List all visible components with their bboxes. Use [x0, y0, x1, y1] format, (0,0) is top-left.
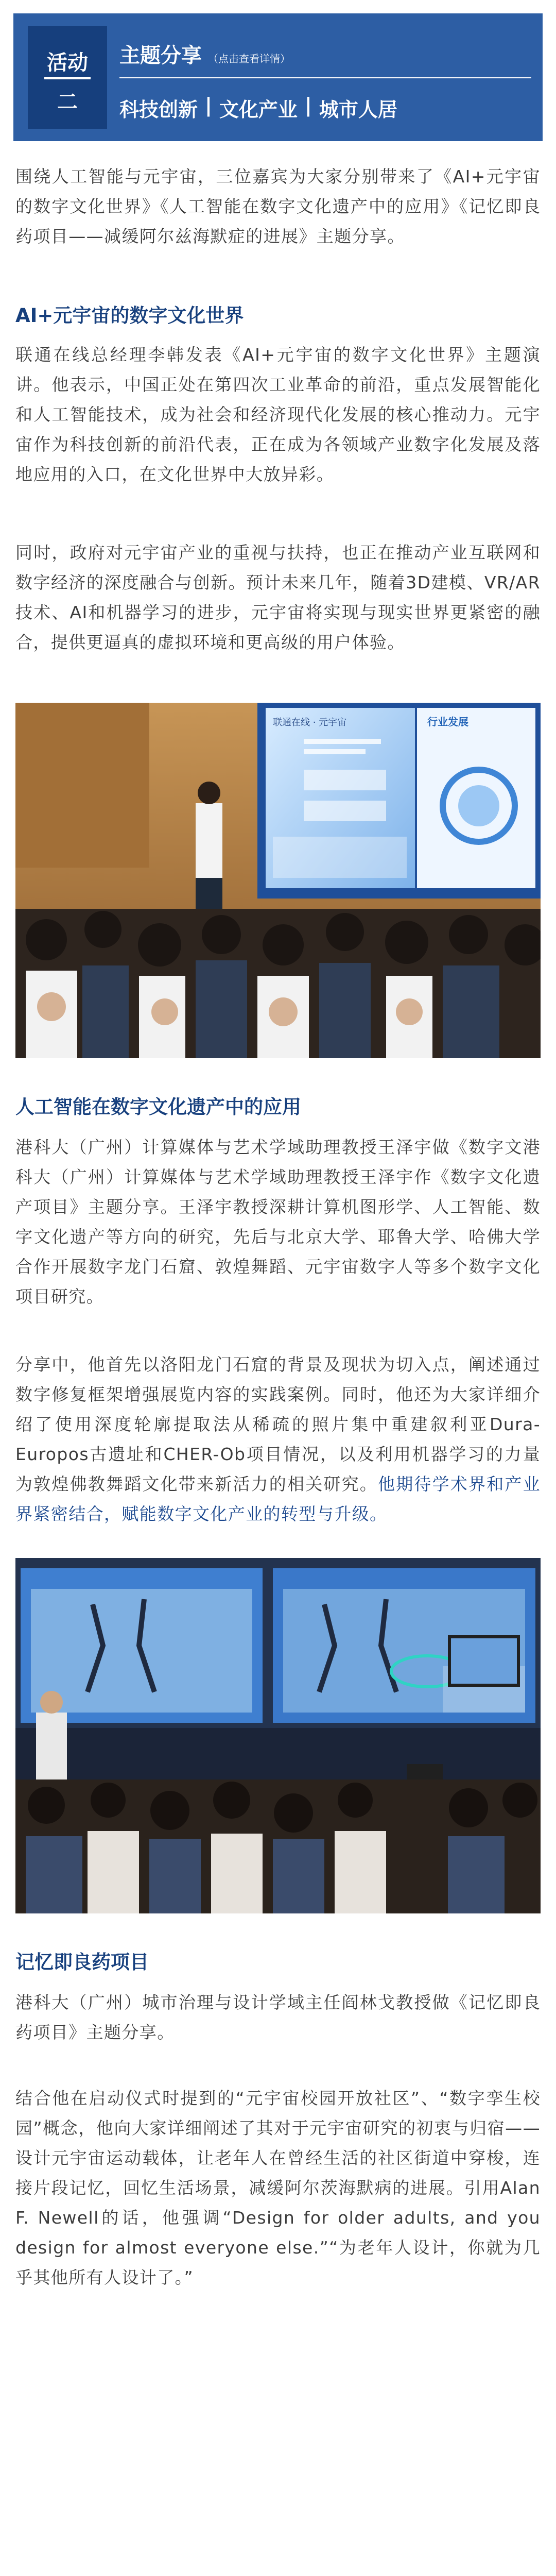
section3-paragraph-1: 港科大（广州）城市治理与设计学域主任阎林戈教授做《记忆即良药项目》主题分享。 — [15, 1992, 541, 2042]
section2-photo — [15, 1558, 541, 1913]
activity-tag — [28, 26, 107, 129]
section3-paragraph-2-main: 结合他在启动仪式时提到的“元宇宙校园开放社区”、“数字孪生校园”概念，他向大家详细阐述了其对于元宇宙研究的初衷与归宿——设计元宇宙运动载体，让老年人在曾经生活的社区街道中穿梭，连接片段记忆，回忆生活场景，减缓阿尔茨海默病的进展。引用Alan F. Newell的话，他强调“Design for older adults, and you design for almost everyone else.”“为老年人设计，你就为几乎其他所有人设计了。” — [15, 2088, 541, 2287]
banner-categories — [119, 94, 397, 122]
section2-heading: 人工智能在数字文化遗产中的应用 — [15, 1096, 301, 1118]
section2-paragraph-2-main: 分享中，他首先以洛阳龙门石窟的背景及现状为切入点，阐述通过数字修复框架增强展览内容的实践案例。同时，他还为大家详细介绍了使用深度轮廓提取法从稀疏的照片集中重建叙利亚Dura-Europos古遗址和CHER-Ob项目情况，以及利用机器学习的力量为敦煌佛教舞蹈文化带来新活力的相关研究。 — [15, 1354, 541, 1494]
activity-tag-line1: 活动 — [47, 51, 88, 75]
section2-paragraph-1: 港科大（广州）计算媒体与艺术学域助理教授王泽宇做《数字文港科大（广州）计算媒体与艺术学域助理教授王泽宇作《数字文化遗产项目》主题分享。王泽宇教授深耕计算机图形学、人工智能、数字文化遗产等方向的研究，先后与北京大学、耶鲁大学、哈佛大学合作开展数字龙门石窟、敦煌舞蹈、元宇宙数字人等多个数字文化项目研究。 — [15, 1137, 541, 1307]
intro-paragraph: 围绕人工智能与元宇宙，三位嘉宾为大家分别带来了《AI+元宇宙的数字文化世界》《人工智能在数字文化遗产中的应用》《记忆即良药项目——减缓阿尔兹海默症的进展》主题分享。 — [15, 166, 541, 246]
section1-photo — [15, 703, 541, 1058]
banner-divider — [119, 77, 531, 78]
section2-paragraph-2-highlight: 他期待学术界和产业界紧密结合，赋能数字文化产业的转型与升级。 — [15, 1474, 541, 1524]
screen-right-title: 行业发展 — [427, 716, 468, 728]
category-culture: 文化产业 — [219, 98, 298, 121]
category-separator: | — [205, 94, 212, 116]
section2-paragraph-2 — [15, 1350, 541, 1529]
section1-heading: AI+元宇宙的数字文化世界 — [15, 304, 244, 327]
activity-tag-line2: 二 — [57, 90, 78, 114]
banner-subtitle[interactable]: （点击查看详情） — [208, 53, 290, 65]
section3-paragraph-2 — [15, 2083, 541, 2293]
activity-tag-divider — [44, 77, 91, 79]
section1-paragraph-2: 同时，政府对元宇宙产业的重视与扶持，也正在推动产业互联网和数字经济的深度融合与创新。预计未来几年，随着3D建模、VR/AR技术、AI和机器学习的进步，元宇宙将实现与现实世界更紧密的融合，提供更逼真的虚拟环境和更高级的用户体验。 — [15, 543, 541, 652]
banner-title-text: 主题分享 — [119, 44, 202, 67]
section1-paragraph-1: 联通在线总经理李韩发表《AI+元宇宙的数字文化世界》主题演讲。他表示，中国正处在第四次工业革命的前沿，重点发展智能化和人工智能技术，成为社会和经济现代化发展的核心推动力。元宇宙作为科技创新的前沿代表，正在成为各领域产业数字化发展及落地应用的入口，在文化世界中大放异彩。 — [15, 345, 541, 484]
section3-heading: 记忆即良药项目 — [15, 1951, 149, 1973]
activity-banner — [13, 13, 543, 141]
banner-title[interactable] — [119, 39, 290, 69]
category-urban: 城市人居 — [319, 98, 397, 121]
category-separator: | — [304, 94, 312, 116]
category-tech: 科技创新 — [119, 98, 198, 121]
screen-left-title: 联通在线 · 元宇宙 — [273, 717, 347, 728]
